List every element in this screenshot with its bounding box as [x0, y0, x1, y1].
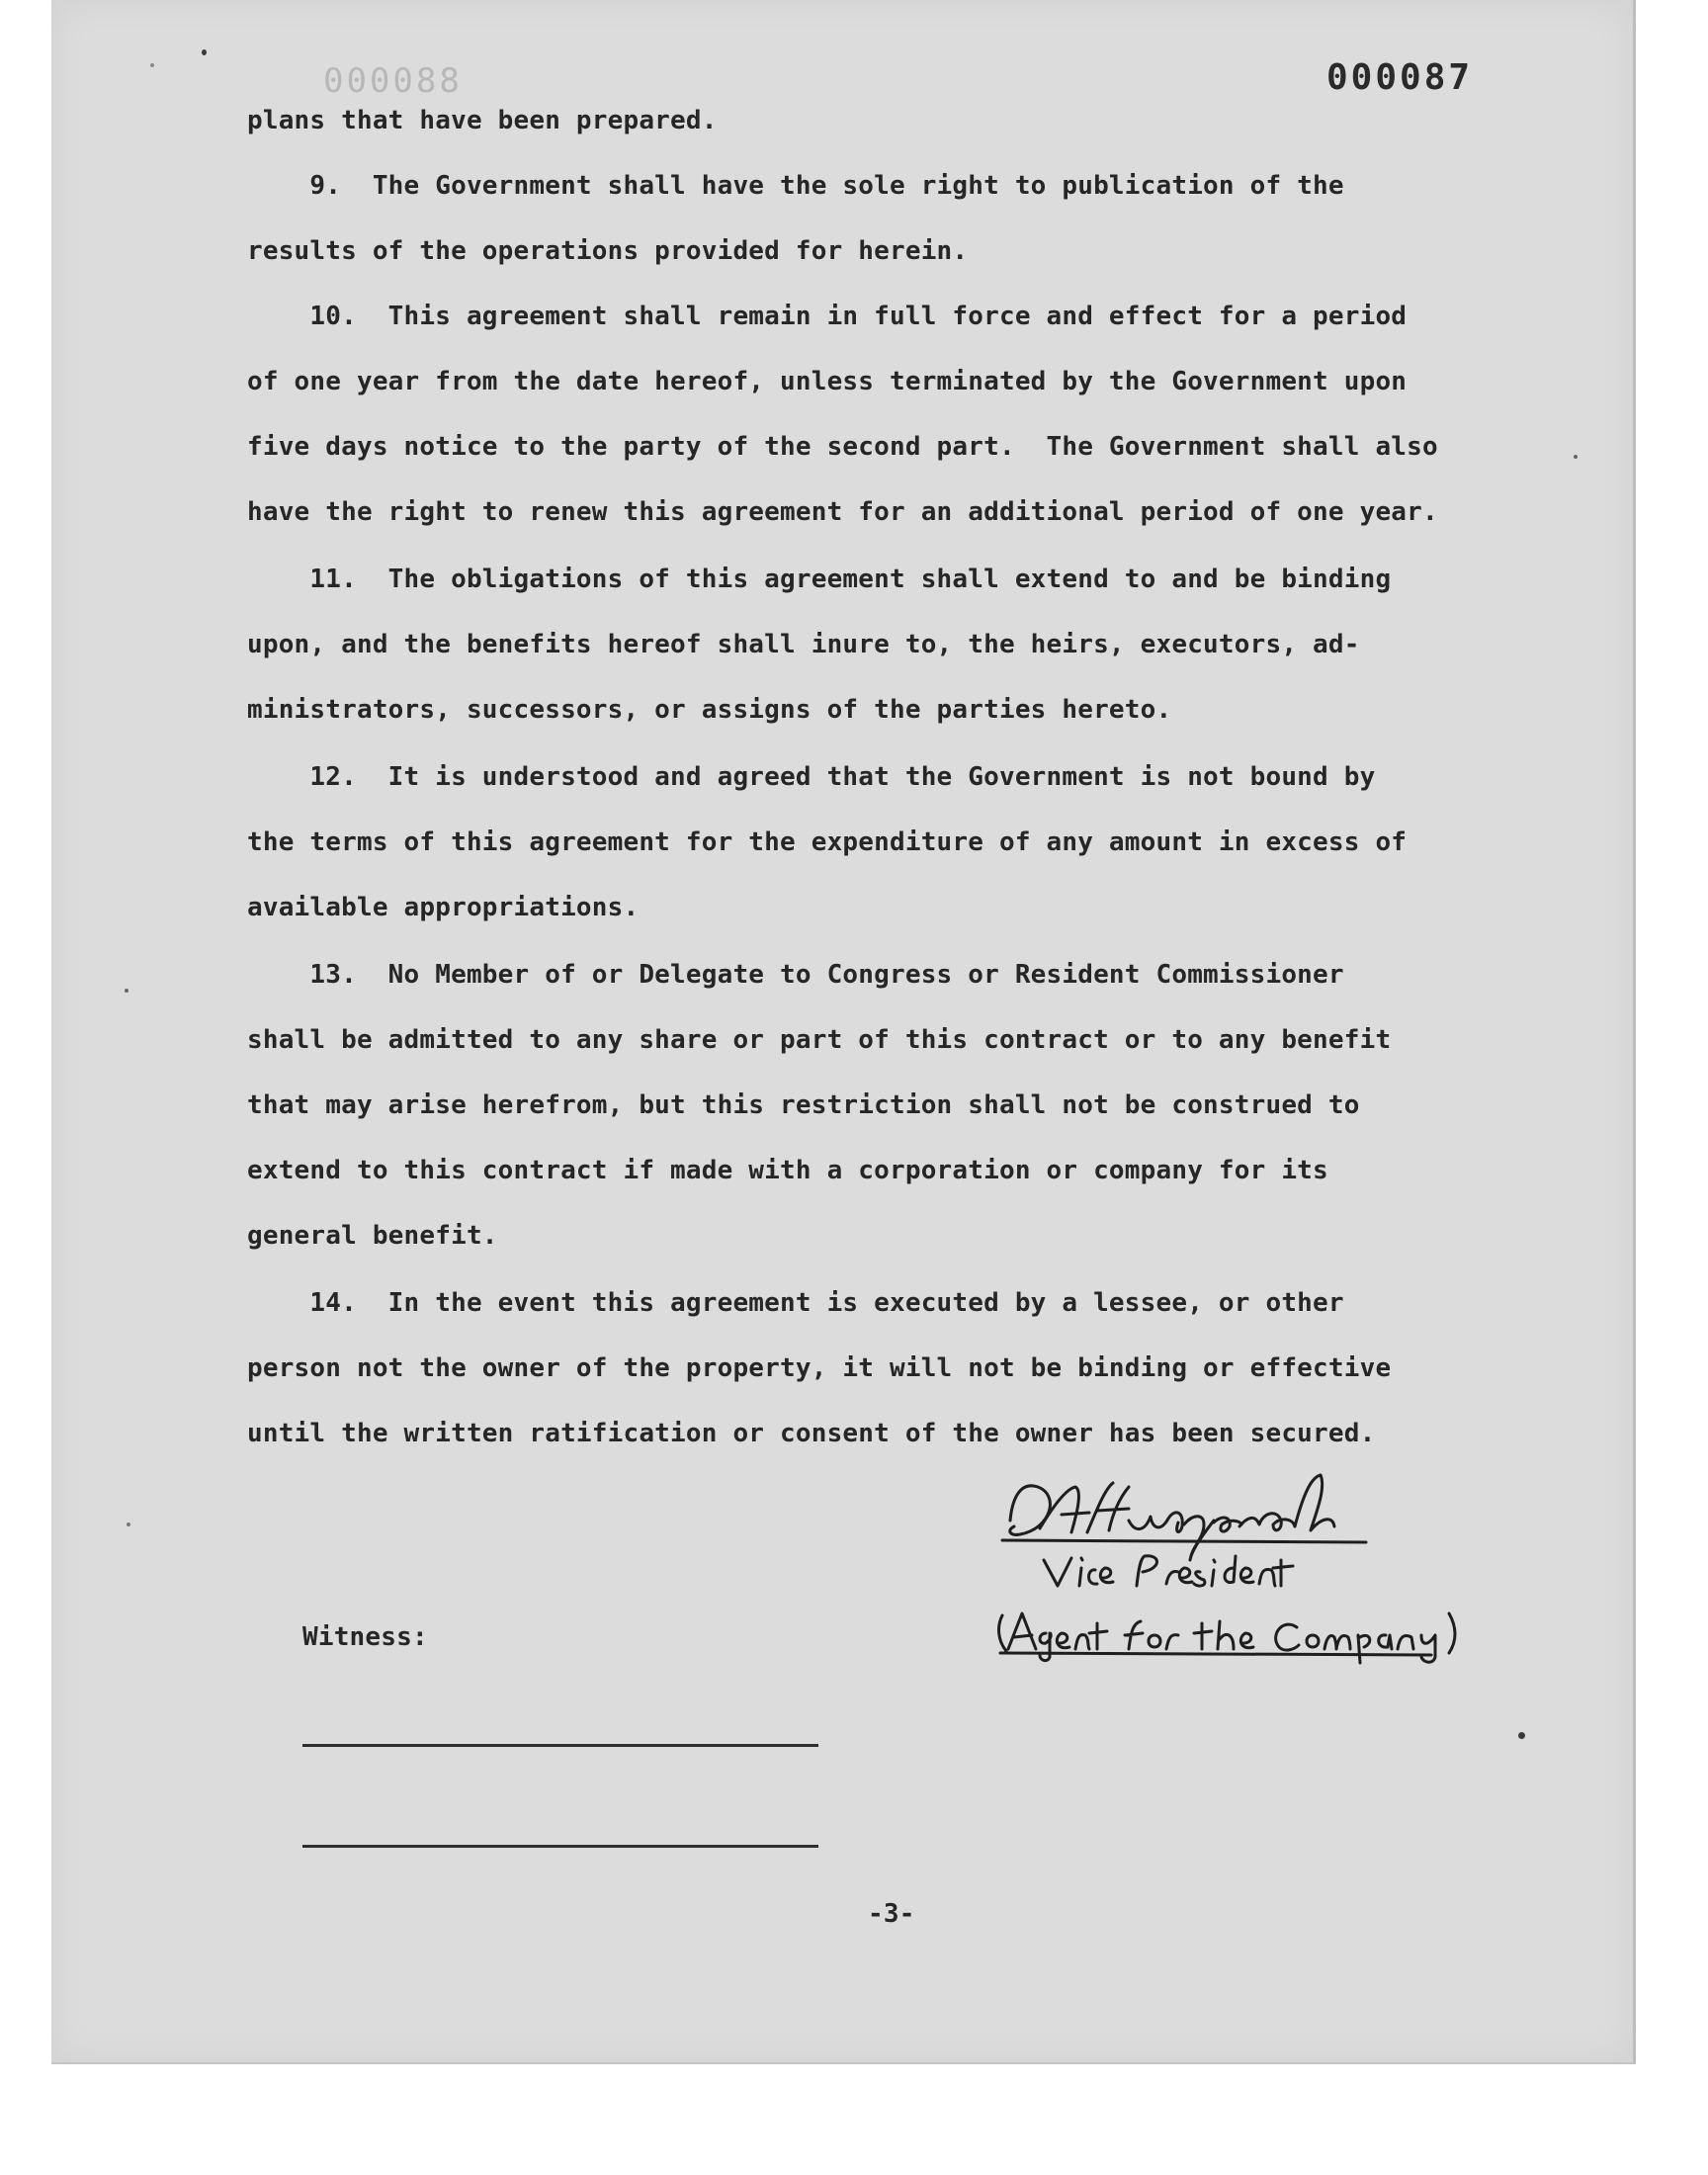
line-21: until the written ratification or consent of the owner has been secured.	[247, 1419, 1376, 1448]
body-text	[247, 0, 1572, 1483]
line-11: 12. It is understood and agreed that the Government is not bound by	[247, 762, 1376, 792]
scan-speck	[150, 63, 154, 67]
line-7: have the right to renew this agreement for an additional period of one year.	[247, 497, 1438, 527]
line-5: of one year from the date hereof, unless terminated by the Government upon	[247, 367, 1408, 396]
document-page	[51, 0, 1636, 2064]
line-14: 13. No Member of or Delegate to Congress or Resident Commissioner	[247, 960, 1344, 990]
line-9: upon, and the benefits hereof shall inure to, the heirs, executors, ad-	[247, 630, 1360, 659]
witness-signature-line-1	[302, 1744, 818, 1747]
scan-speck	[202, 49, 207, 55]
handwritten-signature	[981, 1469, 1534, 1667]
line-8: 11. The obligations of this agreement shall extend to and be binding	[247, 565, 1392, 594]
line-1: plans that have been prepared.	[247, 106, 718, 135]
line-4: 10. This agreement shall remain in full force and effect for a period	[247, 302, 1408, 331]
document-number: 000087	[1326, 57, 1474, 98]
scan-speck	[1518, 1732, 1525, 1739]
line-2: 9. The Government shall have the sole right to publication of the	[247, 171, 1344, 201]
line-15: shall be admitted to any share or part of this contract or to any benefit	[247, 1025, 1392, 1055]
line-6: five days notice to the party of the second part. The Government shall also	[247, 432, 1438, 462]
line-20: person not the owner of the property, it will not be binding or effective	[247, 1353, 1392, 1383]
witness-signature-line-2	[302, 1845, 818, 1848]
line-13: available appropriations.	[247, 893, 640, 922]
witness-label: Witness:	[302, 1622, 428, 1652]
line-12: the terms of this agreement for the expenditure of any amount in excess of	[247, 827, 1408, 857]
page-number: -3-	[868, 1899, 915, 1929]
signature-block	[981, 1469, 1534, 1667]
scan-speck	[1574, 455, 1578, 459]
scan-speck	[125, 989, 128, 993]
line-18: general benefit.	[247, 1221, 498, 1251]
line-17: extend to this contract if made with a corporation or company for its	[247, 1156, 1328, 1185]
line-10: ministrators, successors, or assigns of the parties hereto.	[247, 695, 1172, 725]
scan-speck	[127, 1522, 130, 1526]
line-3: results of the operations provided for herein.	[247, 236, 969, 266]
line-16: that may arise herefrom, but this restriction shall not be construed to	[247, 1090, 1360, 1120]
doc-number-bleedthrough: 880000	[320, 61, 460, 101]
line-19: 14. In the event this agreement is executed by a lessee, or other	[247, 1288, 1344, 1318]
